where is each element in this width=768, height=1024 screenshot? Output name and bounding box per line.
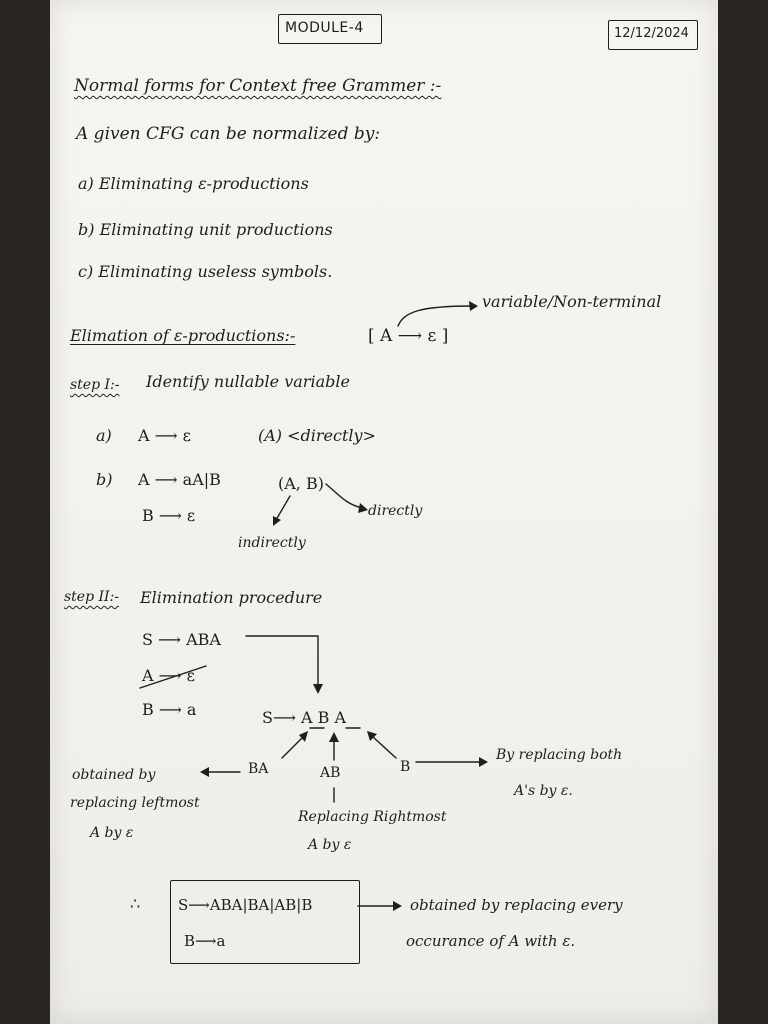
- elimination-heading: Elimation of ε-productions:-: [70, 326, 296, 345]
- step2-b: B: [400, 759, 411, 775]
- date-text: 12/12/2024: [614, 26, 689, 41]
- intro-item-b: b) Eliminating unit productions: [78, 220, 333, 239]
- step2-rule-3: B ⟶ a: [142, 700, 197, 719]
- module-label: MODULE-4: [285, 20, 364, 36]
- step1-b-rule2: B ⟶ ε: [142, 506, 196, 525]
- step2-center: S⟶ A B A: [262, 708, 347, 727]
- step1-a-label: a): [96, 426, 112, 445]
- step2-right-note-1: By replacing both: [496, 747, 623, 763]
- result-line-2: B⟶a: [184, 932, 226, 950]
- step1-text: Identify nullable variable: [146, 372, 350, 391]
- step2-label: step II:-: [64, 589, 120, 605]
- result-note-1: obtained by replacing every: [410, 896, 623, 914]
- step1-a-rule: A ⟶ ε: [138, 426, 191, 445]
- step2-bottom-note-1: Replacing Rightmost: [298, 809, 447, 825]
- result-box: [170, 880, 360, 964]
- step1-b-label: b): [96, 470, 113, 489]
- step2-left-note-1: obtained by: [72, 767, 156, 783]
- step1-directly: directly: [368, 503, 423, 519]
- elimination-production: [ A ⟶ ε ]: [368, 326, 449, 346]
- page-title: Normal forms for Context free Grammer :-: [74, 76, 442, 96]
- step2-ba: BA: [248, 761, 269, 777]
- step1-b-pair: (A, B): [278, 474, 324, 493]
- step2-bottom-note-2: A by ε: [308, 837, 352, 853]
- intro-lead: A given CFG can be normalized by:: [76, 124, 381, 144]
- step2-left-note-2: replacing leftmost: [70, 795, 200, 811]
- result-line-1: S⟶ABA|BA|AB|B: [178, 896, 313, 914]
- step1-b-rule1: A ⟶ aA|B: [138, 470, 221, 489]
- step2-right-note-2: A's by ε.: [514, 783, 573, 799]
- therefore-symbol: ∴: [130, 894, 141, 913]
- intro-item-c: c) Eliminating useless symbols.: [78, 262, 333, 281]
- result-note-2: occurance of A with ε.: [406, 932, 576, 950]
- intro-item-a: a) Eliminating ε-productions: [78, 174, 309, 193]
- elimination-annotation: variable/Non-terminal: [482, 292, 662, 311]
- step2-left-note-3: A by ε: [90, 825, 134, 841]
- step1-a-note: (A) <directly>: [258, 426, 376, 445]
- step2-rule-1: S ⟶ ABA: [142, 630, 221, 649]
- step2-text: Elimination procedure: [140, 588, 323, 607]
- step1-indirectly: indirectly: [238, 535, 306, 551]
- step2-rule-2: A ⟶ ε: [142, 666, 195, 685]
- step2-ab: AB: [320, 765, 341, 781]
- step1-label: step I:-: [70, 377, 120, 393]
